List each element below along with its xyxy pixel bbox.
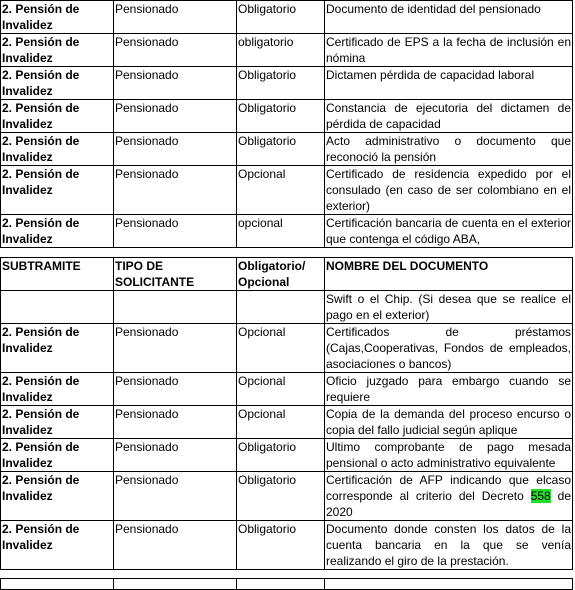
header-obligatorio: Obligatorio/ Opcional (237, 258, 325, 291)
solicitante-cell: Pensionado (114, 1, 237, 34)
header-nombre-documento: NOMBRE DEL DOCUMENTO (325, 258, 573, 291)
documento-cell: Certificado de residencia expedido por el consulado (en caso de ser colombiano en el exterior) (326, 167, 571, 213)
table-row (1, 472, 573, 521)
obligatorio-cell: Opcional (237, 166, 325, 215)
documento-cell: Certificación bancaria de cuenta en el exterior que contenga el código ABA, (326, 216, 571, 246)
documento-cell: Copia de la demanda del proceso encurso o copia del fallo judicial según aplique (326, 407, 571, 437)
continuation-text: Swift o el Chip. (Si desea que se realice el pago en el exterior) (326, 292, 571, 322)
subtramite-cell: 2. Pensión de Invalidez (1, 67, 114, 100)
obligatorio-cell: Obligatorio (237, 439, 325, 472)
table-row (1, 133, 573, 166)
obligatorio-cell: Opcional (237, 324, 325, 373)
documento-cell: Constancia de ejecutoria del dictamen de pérdida de capacidad (326, 101, 571, 131)
documents-table-bottom (0, 257, 573, 570)
obligatorio-cell: Obligatorio (237, 133, 325, 166)
table-header-row (1, 258, 573, 291)
obligatorio-cell: Obligatorio (237, 67, 325, 100)
solicitante-cell: Pensionado (114, 34, 237, 67)
documento-cell: Ultimo comprobante de pago mesada pensional o acto administrativo equivalente (326, 440, 571, 470)
table-body (1, 324, 573, 570)
obligatorio-cell: Obligatorio (237, 1, 325, 34)
table-row (1, 406, 573, 439)
table-row (1, 1, 573, 34)
table-row (1, 34, 573, 67)
obligatorio-cell: Obligatorio (237, 472, 325, 521)
table-row (1, 521, 573, 570)
documento-cell: Oficio juzgado para embargo cuando se requiere (326, 374, 571, 404)
subtramite-cell: 2. Pensión de Invalidez (1, 373, 114, 406)
table-row (1, 439, 573, 472)
documento-cell: Acto administrativo o documento que reconoció la pensión (326, 134, 571, 164)
subtramite-cell: 2. Pensión de Invalidez (1, 34, 114, 67)
obligatorio-cell: Opcional (237, 373, 325, 406)
table-body (1, 1, 573, 248)
obligatorio-cell: Opcional (237, 406, 325, 439)
solicitante-cell: Pensionado (114, 166, 237, 215)
documento-cell: Documento de identidad del pensionado (325, 1, 573, 34)
documents-table-cut-row (0, 578, 573, 590)
cut-off-row (1, 579, 573, 590)
table-row (1, 373, 573, 406)
subtramite-cell: 2. Pensión de Invalidez (1, 1, 114, 34)
documents-table-top (0, 0, 573, 248)
solicitante-cell: Pensionado (114, 324, 237, 373)
table-row (1, 215, 573, 248)
table-row (1, 67, 573, 100)
subtramite-cell: 2. Pensión de Invalidez (1, 100, 114, 133)
highlighted-decree-number: 558 (530, 489, 551, 503)
subtramite-cell: 2. Pensión de Invalidez (1, 133, 114, 166)
table-row (1, 166, 573, 215)
solicitante-cell: Pensionado (114, 133, 237, 166)
solicitante-cell: Pensionado (114, 406, 237, 439)
subtramite-cell: 2. Pensión de Invalidez (1, 472, 114, 521)
obligatorio-cell: opcional (237, 215, 325, 248)
documento-cell: Certificado de EPS a la fecha de inclusión en nómina (326, 35, 571, 65)
header-tipo-solicitante: TIPO DE SOLICITANTE (114, 258, 237, 291)
documento-cell: Certificados de préstamos (Cajas,Cooperativas, Fondos de empleados, asociaciones o bancos) (326, 325, 571, 371)
obligatorio-cell: obligatorio (237, 34, 325, 67)
solicitante-cell: Pensionado (114, 215, 237, 248)
header-subtramite: SUBTRAMITE (1, 258, 114, 291)
documento-cell: Certificación de AFP indicando que elcaso corresponde al criterio del Decreto 558 de 2020 (326, 473, 571, 519)
subtramite-cell: 2. Pensión de Invalidez (1, 521, 114, 570)
subtramite-cell: 2. Pensión de Invalidez (1, 439, 114, 472)
subtramite-cell: 2. Pensión de Invalidez (1, 324, 114, 373)
subtramite-cell: 2. Pensión de Invalidez (1, 406, 114, 439)
solicitante-cell: Pensionado (114, 373, 237, 406)
table-row (1, 324, 573, 373)
continuation-row (1, 291, 573, 324)
subtramite-cell: 2. Pensión de Invalidez (1, 166, 114, 215)
solicitante-cell: Pensionado (114, 521, 237, 570)
solicitante-cell: Pensionado (114, 100, 237, 133)
obligatorio-cell: Obligatorio (237, 100, 325, 133)
solicitante-cell: Pensionado (114, 472, 237, 521)
table-row (1, 100, 573, 133)
solicitante-cell: Pensionado (114, 67, 237, 100)
subtramite-cell: 2. Pensión de Invalidez (1, 215, 114, 248)
obligatorio-cell: Obligatorio (237, 521, 325, 570)
documento-cell: Documento donde consten los datos de la cuenta bancaria en la que se venía realizando el giro de la prestación. (326, 522, 571, 568)
solicitante-cell: Pensionado (114, 439, 237, 472)
documento-cell: Dictamen pérdida de capacidad laboral (325, 67, 573, 100)
